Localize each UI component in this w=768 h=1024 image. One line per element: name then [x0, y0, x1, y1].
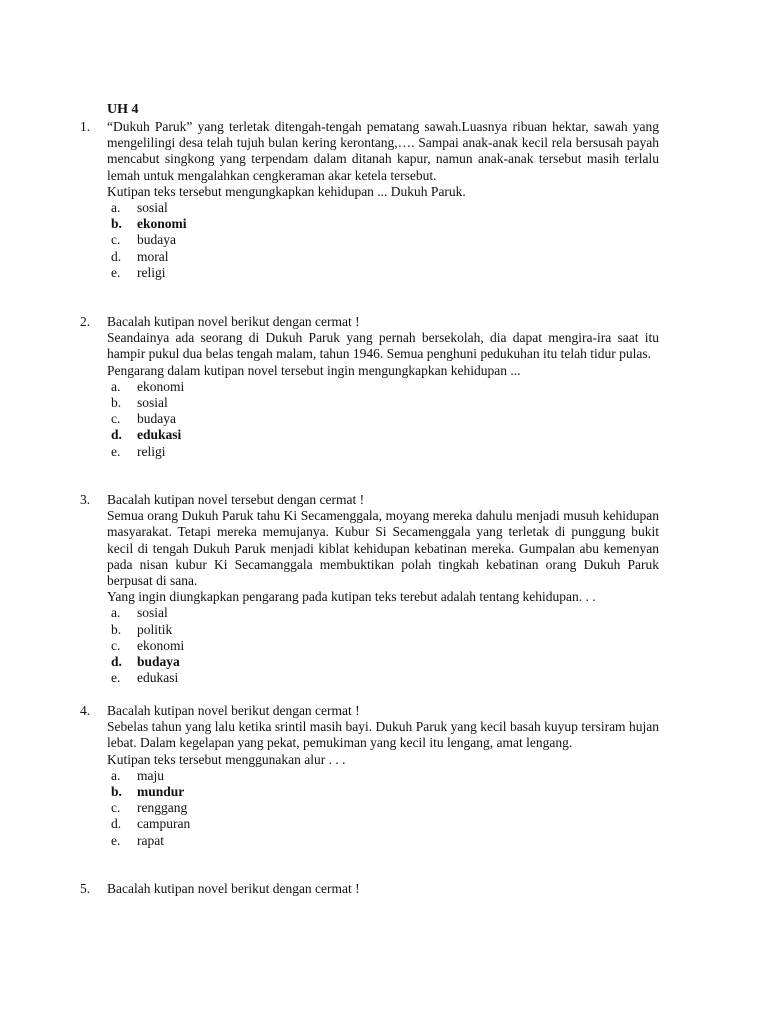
option-d[interactable]	[107, 249, 659, 265]
question-body	[107, 881, 659, 897]
question-passage: Sebelas tahun yang lalu ketika srintil masih bayi. Dukuh Paruk yang kecil basah kuyup tersiram hujan lebat. Dalam kegelapan yang pekat, pemukiman yang kecil itu lengang, amat lengang.	[107, 719, 659, 751]
question-number: 4.	[80, 703, 91, 718]
option-text: ekonomi	[137, 216, 187, 232]
question-prompt: Kutipan teks tersebut menggunakan alur . . .	[107, 751, 346, 767]
question-number: 1.	[80, 119, 91, 134]
option-letter: e.	[111, 443, 121, 459]
question-prompt: Kutipan teks tersebut mengungkapkan kehidupan ... Dukuh Paruk.	[107, 183, 466, 199]
question-passage: Seandainya ada seorang di Dukuh Paruk yang pernah bersekolah, dia dapat mengira-ira saat itu hampir pukul dua belas tengah malam, tahun 1946. Semua penghuni pedukuhan itu telah tidur pulas.	[107, 330, 659, 362]
option-d-correct[interactable]	[107, 427, 659, 443]
question-prompt: Pengarang dalam kutipan novel tersebut ingin mengungkapkan kehidupan ...	[107, 362, 521, 378]
option-text: mundur	[137, 784, 185, 799]
option-e[interactable]	[107, 444, 659, 460]
option-letter: c.	[111, 411, 121, 427]
option-text: rapat	[137, 832, 164, 848]
option-text: ekonomi	[137, 637, 185, 653]
option-c[interactable]	[107, 411, 659, 427]
option-b-correct[interactable]	[107, 216, 659, 232]
option-letter: a.	[111, 605, 121, 621]
question-instruction: Bacalah kutipan novel berikut dengan cermat !	[107, 703, 360, 718]
option-letter: b.	[111, 784, 122, 799]
option-text: budaya	[137, 232, 176, 248]
option-text: edukasi	[137, 670, 179, 686]
option-text: sosial	[137, 200, 168, 216]
question-body	[107, 703, 659, 849]
option-letter: e.	[111, 832, 121, 848]
option-text: budaya	[137, 411, 176, 427]
question-instruction: Bacalah kutipan novel tersebut dengan cermat !	[107, 492, 365, 507]
option-e[interactable]	[107, 670, 659, 686]
option-text: edukasi	[137, 427, 182, 443]
option-letter: d.	[111, 427, 122, 443]
question-body	[107, 119, 659, 281]
option-letter: a.	[111, 767, 121, 783]
option-letter: e.	[111, 670, 121, 686]
option-letter: e.	[111, 264, 121, 280]
option-b[interactable]	[107, 395, 659, 411]
option-text: religi	[137, 443, 166, 459]
option-text: politik	[137, 621, 173, 637]
option-letter: a.	[111, 378, 121, 394]
option-letter: c.	[111, 800, 121, 816]
option-letter: d.	[111, 816, 122, 832]
option-letter: d.	[111, 248, 122, 264]
option-letter: c.	[111, 637, 121, 653]
option-b-correct[interactable]	[107, 784, 659, 800]
option-text: renggang	[137, 800, 188, 816]
question-body	[107, 314, 659, 460]
option-c[interactable]	[107, 638, 659, 654]
question-instruction: Bacalah kutipan novel berikut dengan cermat !	[107, 881, 360, 896]
option-a[interactable]	[107, 605, 659, 621]
option-c[interactable]	[107, 800, 659, 816]
option-text: religi	[137, 264, 166, 280]
option-text: sosial	[137, 605, 168, 621]
option-letter: a.	[111, 200, 121, 216]
option-d-correct[interactable]	[107, 654, 659, 670]
option-text: moral	[137, 248, 169, 264]
option-letter: b.	[111, 621, 122, 637]
option-letter: d.	[111, 653, 122, 669]
option-b[interactable]	[107, 622, 659, 638]
option-letter: c.	[111, 232, 121, 248]
question-prompt: Yang ingin diungkapkan pengarang pada kutipan teks terebut adalah tentang kehidupan. . .	[107, 589, 596, 605]
option-text: sosial	[137, 395, 168, 410]
document-title: UH 4	[107, 102, 139, 117]
option-d[interactable]	[107, 816, 659, 832]
option-a[interactable]	[107, 200, 659, 216]
question-passage: “Dukuh Paruk” yang terletak ditengah-tengah pematang sawah.Luasnya ribuan hektar, sawah yang mengelilingi desa telah tujuh bulan kering kerontang,…. Sampai anak-anak kecil rela bersusah payah mencabut singkong yang terpendam dalam ditanah kapur, namun anak-anak tersebut masih terlalu lemah untuk mengalahkan cengkeraman akar ketela tersebut.	[107, 119, 659, 183]
option-a[interactable]	[107, 768, 659, 784]
question-number: 2.	[80, 314, 91, 329]
question-instruction: Bacalah kutipan novel berikut dengan cermat !	[107, 314, 360, 329]
question-number: 5.	[80, 881, 91, 896]
question-body	[107, 492, 659, 686]
option-text: maju	[137, 767, 164, 783]
question-passage: Semua orang Dukuh Paruk tahu Ki Secamenggala, moyang mereka dahulu menjadi musuh kehidupan masyarakat. Tetapi mereka memujanya. Kubur Si Secamenggala yang terletak di punggung bukit kecil di tengah Dukuh Paruk menjadi kiblat kehidupan kebatinan mereka. Gumpalan abu kemenyan pada nisan kubur Ki Secamanggala membuktikan polah tingkah kebatinan orang Dukuh Paruk berpusat di sana.	[107, 508, 659, 589]
option-e[interactable]	[107, 833, 659, 849]
option-text: budaya	[137, 653, 180, 669]
option-letter: b.	[111, 216, 122, 232]
option-a[interactable]	[107, 379, 659, 395]
option-c[interactable]	[107, 232, 659, 248]
option-letter: b.	[111, 395, 122, 410]
option-text: ekonomi	[137, 378, 185, 394]
option-text: campuran	[137, 816, 191, 832]
question-number: 3.	[80, 492, 91, 507]
option-e[interactable]	[107, 265, 659, 281]
